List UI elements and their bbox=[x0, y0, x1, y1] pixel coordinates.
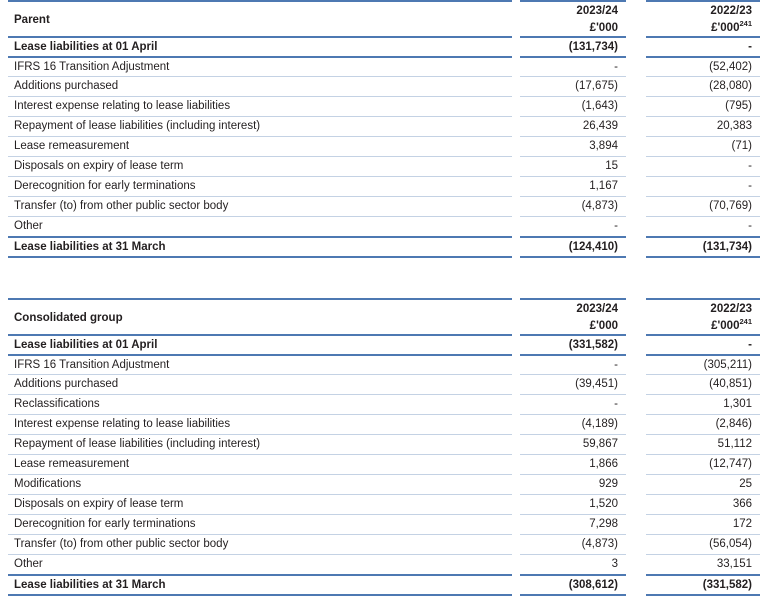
column-gap bbox=[626, 298, 646, 334]
column-gap bbox=[626, 196, 646, 216]
row-label: Repayment of lease liabilities (including interest) bbox=[8, 116, 512, 136]
row-value-2023-24: 59,867 bbox=[520, 434, 626, 454]
column-gap bbox=[512, 236, 520, 256]
column-header-unit: $£'000^{241}$ bbox=[711, 317, 752, 332]
column-gap bbox=[626, 156, 646, 176]
column-gap bbox=[626, 136, 646, 156]
column-gap bbox=[626, 494, 646, 514]
row-value-2023-24: - bbox=[520, 216, 626, 236]
row-label: Lease liabilities at 31 March bbox=[8, 574, 512, 594]
footnote-marker: 241 bbox=[739, 19, 752, 29]
row-label: Repayment of lease liabilities (including interest) bbox=[8, 434, 512, 454]
table-separator-space bbox=[8, 258, 760, 298]
column-gap bbox=[626, 434, 646, 454]
column-gap bbox=[512, 116, 520, 136]
row-value-2022-23: (331,582) bbox=[646, 574, 760, 594]
column-header-year: 2023/24 bbox=[576, 303, 618, 315]
row-value-2023-24: (17,675) bbox=[520, 76, 626, 96]
column-gap bbox=[512, 0, 520, 36]
table-row bbox=[8, 554, 760, 574]
row-value-2023-24: 26,439 bbox=[520, 116, 626, 136]
footnote-marker: 241 bbox=[739, 317, 752, 327]
row-value-2023-24: (4,873) bbox=[520, 534, 626, 554]
row-label: Lease liabilities at 31 March bbox=[8, 236, 512, 256]
column-gap bbox=[626, 514, 646, 534]
table-row bbox=[8, 136, 760, 156]
row-value-2022-23: - bbox=[646, 334, 760, 354]
table-row bbox=[8, 394, 760, 414]
column-gap bbox=[512, 216, 520, 236]
column-gap bbox=[512, 136, 520, 156]
row-value-2023-24: 1,520 bbox=[520, 494, 626, 514]
row-value-2023-24: 929 bbox=[520, 474, 626, 494]
column-gap bbox=[626, 216, 646, 236]
column-header-2023-24 bbox=[520, 0, 626, 36]
lease-liabilities-parent-table bbox=[8, 0, 760, 258]
table-header-row bbox=[8, 0, 760, 36]
row-value-2023-24: 3,894 bbox=[520, 136, 626, 156]
row-value-2022-23: 1,301 bbox=[646, 394, 760, 414]
bottom-rule-col2 bbox=[646, 594, 760, 596]
row-value-2022-23: (71) bbox=[646, 136, 760, 156]
row-label: IFRS 16 Transition Adjustment bbox=[8, 56, 512, 76]
row-value-2022-23: 25 bbox=[646, 474, 760, 494]
column-gap bbox=[512, 434, 520, 454]
column-gap bbox=[626, 414, 646, 434]
column-gap bbox=[626, 236, 646, 256]
lease-liabilities-consolidated-group-table bbox=[8, 298, 760, 596]
row-label: Interest expense relating to lease liabilities bbox=[8, 414, 512, 434]
column-gap bbox=[512, 298, 520, 334]
row-label: Disposals on expiry of lease term bbox=[8, 156, 512, 176]
row-label: Reclassifications bbox=[8, 394, 512, 414]
row-value-2022-23: - bbox=[646, 36, 760, 56]
column-gap bbox=[626, 76, 646, 96]
column-gap bbox=[626, 36, 646, 56]
row-value-2022-23: (131,734) bbox=[646, 236, 760, 256]
column-gap bbox=[512, 56, 520, 76]
row-value-2023-24: 15 bbox=[520, 156, 626, 176]
row-value-2023-24: (308,612) bbox=[520, 574, 626, 594]
row-label: Transfer (to) from other public sector body bbox=[8, 196, 512, 216]
row-label: Transfer (to) from other public sector body bbox=[8, 534, 512, 554]
column-gap bbox=[512, 494, 520, 514]
row-value-2023-24: (131,734) bbox=[520, 36, 626, 56]
column-gap bbox=[626, 534, 646, 554]
table-row bbox=[8, 474, 760, 494]
table-row bbox=[8, 414, 760, 434]
row-value-2022-23: (2,846) bbox=[646, 414, 760, 434]
row-value-2022-23: 172 bbox=[646, 514, 760, 534]
row-label: Additions purchased bbox=[8, 374, 512, 394]
column-gap bbox=[512, 76, 520, 96]
table-row bbox=[8, 96, 760, 116]
row-value-2023-24: (124,410) bbox=[520, 236, 626, 256]
table-row bbox=[8, 434, 760, 454]
row-value-2023-24: (331,582) bbox=[520, 334, 626, 354]
row-value-2023-24: - bbox=[520, 56, 626, 76]
row-label: Lease remeasurement bbox=[8, 454, 512, 474]
row-value-2022-23: (795) bbox=[646, 96, 760, 116]
column-gap bbox=[512, 514, 520, 534]
bottom-rule-col1 bbox=[520, 594, 626, 596]
row-label: IFRS 16 Transition Adjustment bbox=[8, 354, 512, 374]
column-gap bbox=[512, 334, 520, 354]
row-value-2022-23: 33,151 bbox=[646, 554, 760, 574]
row-label: Derecognition for early terminations bbox=[8, 176, 512, 196]
row-value-2022-23: (70,769) bbox=[646, 196, 760, 216]
row-value-2023-24: - bbox=[520, 394, 626, 414]
bottom-rule-desc bbox=[8, 594, 512, 596]
column-gap bbox=[512, 196, 520, 216]
column-gap bbox=[512, 96, 520, 116]
table-row bbox=[8, 196, 760, 216]
table-row-opening-balance bbox=[8, 334, 760, 354]
row-value-2023-24: 1,866 bbox=[520, 454, 626, 474]
row-value-2023-24: (4,873) bbox=[520, 196, 626, 216]
table-row bbox=[8, 156, 760, 176]
table-row bbox=[8, 76, 760, 96]
column-gap bbox=[626, 56, 646, 76]
table-row bbox=[8, 494, 760, 514]
column-gap bbox=[626, 394, 646, 414]
column-header-year: 2023/24 bbox=[576, 5, 618, 17]
row-value-2022-23: (52,402) bbox=[646, 56, 760, 76]
column-gap bbox=[626, 116, 646, 136]
row-value-2022-23: - bbox=[646, 176, 760, 196]
row-value-2023-24: 1,167 bbox=[520, 176, 626, 196]
row-label: Modifications bbox=[8, 474, 512, 494]
row-value-2023-24: - bbox=[520, 354, 626, 374]
table-bottom-rule bbox=[8, 594, 760, 596]
row-value-2023-24: (1,643) bbox=[520, 96, 626, 116]
column-gap bbox=[512, 534, 520, 554]
column-gap bbox=[512, 374, 520, 394]
column-gap bbox=[512, 574, 520, 594]
row-value-2023-24: 7,298 bbox=[520, 514, 626, 534]
column-header-unit: $£'000^{241}$ bbox=[711, 19, 752, 34]
row-label: Lease liabilities at 01 April bbox=[8, 36, 512, 56]
column-gap bbox=[512, 414, 520, 434]
column-header-2022-23 bbox=[646, 0, 760, 36]
column-gap bbox=[512, 474, 520, 494]
row-label: Other bbox=[8, 216, 512, 236]
row-value-2022-23: (56,054) bbox=[646, 534, 760, 554]
table-row bbox=[8, 534, 760, 554]
row-label: Other bbox=[8, 554, 512, 574]
column-gap bbox=[626, 176, 646, 196]
table-row bbox=[8, 454, 760, 474]
table-row bbox=[8, 514, 760, 534]
column-gap bbox=[512, 454, 520, 474]
row-label: Lease remeasurement bbox=[8, 136, 512, 156]
column-gap bbox=[512, 176, 520, 196]
column-gap bbox=[512, 156, 520, 176]
column-gap bbox=[512, 394, 520, 414]
column-gap bbox=[626, 554, 646, 574]
table-title: Parent bbox=[8, 0, 512, 36]
row-value-2023-24: (39,451) bbox=[520, 374, 626, 394]
table-row bbox=[8, 116, 760, 136]
row-value-2022-23: (12,747) bbox=[646, 454, 760, 474]
column-header-unit: £'000 bbox=[589, 320, 618, 332]
table-title: Consolidated group bbox=[8, 298, 512, 334]
row-label: Lease liabilities at 01 April bbox=[8, 334, 512, 354]
column-gap bbox=[512, 554, 520, 574]
row-value-2023-24: (4,189) bbox=[520, 414, 626, 434]
row-label: Derecognition for early terminations bbox=[8, 514, 512, 534]
column-header-2022-23 bbox=[646, 298, 760, 334]
column-gap bbox=[626, 374, 646, 394]
column-gap bbox=[626, 334, 646, 354]
row-value-2023-24: 3 bbox=[520, 554, 626, 574]
table-row bbox=[8, 374, 760, 394]
row-label: Interest expense relating to lease liabilities bbox=[8, 96, 512, 116]
column-gap bbox=[626, 96, 646, 116]
table-row bbox=[8, 354, 760, 374]
row-value-2022-23: 366 bbox=[646, 494, 760, 514]
row-label: Disposals on expiry of lease term bbox=[8, 494, 512, 514]
table-row bbox=[8, 216, 760, 236]
table-row-opening-balance bbox=[8, 36, 760, 56]
table-row-total bbox=[8, 236, 760, 256]
table-row bbox=[8, 56, 760, 76]
column-header-unit: £'000 bbox=[589, 22, 618, 34]
row-value-2022-23: - bbox=[646, 216, 760, 236]
row-value-2022-23: 51,112 bbox=[646, 434, 760, 454]
column-header-2023-24 bbox=[520, 298, 626, 334]
column-header-year: 2022/23 bbox=[710, 303, 752, 315]
table-row-total bbox=[8, 574, 760, 594]
row-value-2022-23: (28,080) bbox=[646, 76, 760, 96]
column-gap bbox=[626, 574, 646, 594]
column-gap bbox=[626, 354, 646, 374]
table-row bbox=[8, 176, 760, 196]
column-gap bbox=[512, 36, 520, 56]
row-label: Additions purchased bbox=[8, 76, 512, 96]
column-gap bbox=[512, 354, 520, 374]
table-header-row bbox=[8, 298, 760, 334]
column-gap bbox=[626, 0, 646, 36]
row-value-2022-23: (305,211) bbox=[646, 354, 760, 374]
row-value-2022-23: 20,383 bbox=[646, 116, 760, 136]
row-value-2022-23: - bbox=[646, 156, 760, 176]
column-gap bbox=[626, 454, 646, 474]
column-gap bbox=[626, 474, 646, 494]
column-header-year: 2022/23 bbox=[710, 5, 752, 17]
row-value-2022-23: (40,851) bbox=[646, 374, 760, 394]
